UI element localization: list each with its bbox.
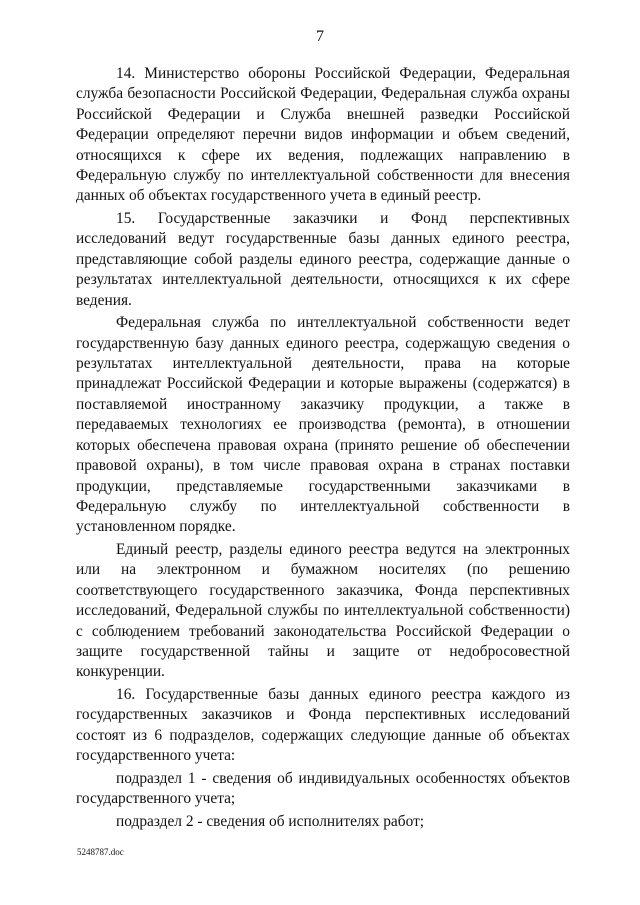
paragraph-registry-media: Единый реестр, разделы единого реестра ведутся на электронных или на электронном и бумажном носителях (по решению соответствующего государственного заказчика, Фонда перспективных исследований, Федеральной службы по интеллектуальной собственности) с соблюдением требований законодательства Российской Федерации о защите государственной тайны и защите от недобросовестной конкуренции. xyxy=(76,540,570,681)
paragraph-15: 15. Государственные заказчики и Фонд перспективных исследований ведут государственные базы данных единого реестра, представляющие собой разделы единого реестра, содержащие данные о результатах интеллектуальной деятельности, относящихся к их сфере ведения. xyxy=(76,210,570,309)
subsection-1-item: подраздел 1 - сведения об индивидуальных особенностях объектов государственного учета; xyxy=(76,769,570,808)
paragraph-16: 16. Государственные базы данных единого реестра каждого из государственных заказчиков и Фонда перспективных исследований состоят из 6 подразделов, содержащих следующие данные об объектах государственного учета: xyxy=(76,685,570,765)
paragraph-fips-database: Федеральная служба по интеллектуальной собственности ведет государственную базу данных единого реестра, содержащую сведения о результатах интеллектуальной деятельности, права на которые принадлежат Российской Федерации и которые выражены (содержатся) в поставляемой иностранному заказчику продукции, а также в передаваемых технологиях ее производства (ремонта), в отношении которых обеспечена правовая охрана (принято решение об обеспечении правовой охраны), в том числе правовая охрана в странах поставки продукции, представляемые государственными заказчиками в Федеральную службу по интеллектуальной собственности в установленном порядке. xyxy=(76,314,570,536)
paragraph-14: 14. Министерство обороны Российской Федерации, Федеральная служба безопасности Российской Федерации, Федеральная служба охраны Российской Федерации и Служба внешней разведки Российской Федерации определяют перечни видов информации и объем сведений, относящихся к сфере их ведения, подлежащих направлению в Федеральную службу по интеллектуальной собственности для внесения данных об объектах государственного учета в единый реестр. xyxy=(76,65,570,205)
page-number: 7 xyxy=(316,28,324,45)
footer-document-code: 5248787.doc xyxy=(77,847,124,857)
document-body xyxy=(76,64,570,834)
subsection-2-item: подраздел 2 - сведения об исполнителях работ; xyxy=(116,812,425,830)
